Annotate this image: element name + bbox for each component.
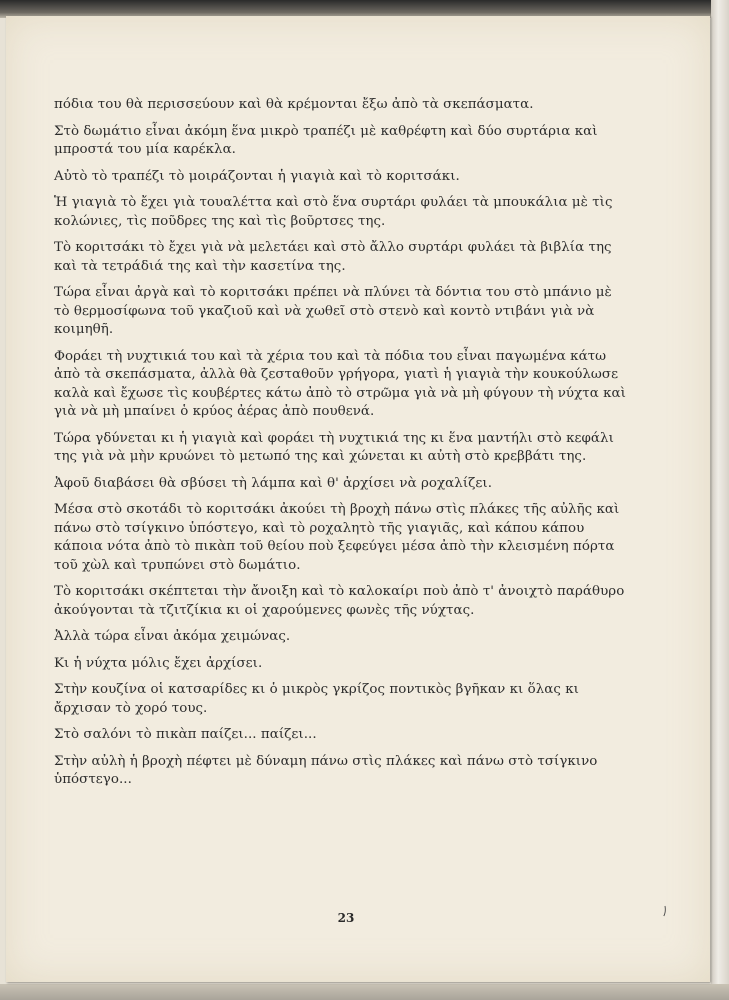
paragraph: Αὐτὸ τὸ τραπέζι τὸ μοιράζονται ἡ γιαγιὰ καὶ τὸ κοριτσάκι.: [54, 168, 460, 184]
paragraph: Τὸ κοριτσάκι τὸ ἔχει γιὰ νὰ μελετάει καὶ στὸ ἄλλο συρτάρι φυλάει τὰ βιβλία της καὶ τὰ τετράδιά της καὶ τὴν κασετίνα της.: [54, 240, 612, 274]
paragraph: πόδια του θὰ περισσεύουν καὶ θὰ κρέμονται ἔξω ἀπὸ τὰ σκεπάσματα.: [54, 97, 534, 112]
scan-bottom-edge: [0, 984, 729, 1000]
paragraph: Τὸ κοριτσάκι σκέπτεται τὴν ἄνοιξη καὶ τὸ καλοκαίρι ποὺ ἀπὸ τ' ἀνοιχτὸ παράθυρο ἀκούγονται τὰ τζιτζίκια κι οἱ χαρούμενες φωνὲς τῆς νύχτας.: [54, 584, 625, 618]
paragraph: Τώρα γδύνεται κι ἡ γιαγιὰ καὶ φοράει τὴ νυχτικιά της κι ἕνα μαντήλι στὸ κεφάλι της γιὰ νὰ μὴν κρυώνει τὸ μετωπό της καὶ χώνεται κι αὐτὴ στὸ κρεββάτι της.: [54, 430, 614, 464]
paragraph: Στὴν αὐλὴ ἡ βροχὴ πέφτει μὲ δύναμη πάνω στὶς πλάκες καὶ πάνω στὸ τσίγκινο ὑπόστεγο...: [54, 753, 598, 787]
page-number: 23: [337, 911, 355, 925]
paragraph: Ἀφοῦ διαβάσει θὰ σβύσει τὴ λάμπα καὶ θ' ἀρχίσει νὰ ροχαλίζει.: [54, 475, 493, 491]
paragraph: Φοράει τὴ νυχτικιά του καὶ τὰ χέρια του καὶ τὰ πόδια του εἶναι παγωμένα κάτω ἀπὸ τὰ σκεπάσματα, ἀλλὰ θὰ ζεσταθοῦν γρήγορα, γιατὶ ἡ γιαγιὰ τὴν κουκούλωσε καλὰ καὶ ἔχωσε τὶς κουβέρτες κάτω ἀπὸ τὸ στρῶμα γιὰ νὰ μὴ φύγουν τὴ νύχτα καὶ γιὰ νὰ μὴ μπαίνει ὁ κρύος ἀέρας ἀπὸ πουθενά.: [54, 348, 626, 419]
book-page: [6, 16, 710, 982]
paragraph: Στὴν κουζίνα οἱ κατσαρίδες κι ὁ μικρὸς γκρίζος ποντικὸς βγῆκαν κι ὅλας κι ἄρχισαν τὸ χορό τους.: [54, 682, 579, 716]
scan-right-edge: [711, 0, 729, 1000]
edge-mark-icon: [663, 905, 666, 917]
paragraph: Ἀλλὰ τώρα εἶναι ἀκόμα χειμώνας.: [54, 629, 291, 644]
paragraph: Κι ἡ νύχτα μόλις ἔχει ἀρχίσει.: [54, 655, 263, 671]
body-text: [54, 96, 630, 798]
paragraph: Ἡ γιαγιὰ τὸ ἔχει γιὰ τουαλέττα καὶ στὸ ἕνα συρτάρι φυλάει τὰ μπουκάλια μὲ τὶς κολώνιες, τὶς ποῦδρες της καὶ τὶς βοῦρτσες της.: [54, 195, 613, 229]
paragraph: Τώρα εἶναι ἀργὰ καὶ τὸ κοριτσάκι πρέπει νὰ πλύνει τὰ δόντια του στὸ μπάνιο μὲ τὸ θερμοσίφωνα τοῦ γκαζιοῦ καὶ νὰ χωθεῖ στὸ στενὸ καὶ κοντὸ ντιβάνι γιὰ νὰ κοιμηθῆ.: [54, 285, 612, 337]
paragraph: Στὸ σαλόνι τὸ πικὰπ παίζει... παίζει...: [54, 727, 317, 742]
paragraph: Στὸ δωμάτιο εἶναι ἀκόμη ἕνα μικρὸ τραπέζι μὲ καθρέφτη καὶ δύο συρτάρια καὶ μπροστά του μία καρέκλα.: [54, 123, 598, 157]
paragraph: Μέσα στὸ σκοτάδι τὸ κοριτσάκι ἀκούει τὴ βροχὴ πάνω στὶς πλάκες τῆς αὐλῆς καὶ πάνω στὸ τσίγκινο ὑπόστεγο, καὶ τὸ ροχαλητὸ τῆς γιαγιᾶς, καὶ κάπου κάπου κάποια νότα ἀπὸ τὸ πικὰπ τοῦ θείου ποὺ ξεφεύγει μέσα ἀπὸ τὴν κλεισμένη πόρτα τοῦ χὼλ καὶ τρυπώνει στὸ δωμάτιο.: [54, 502, 620, 573]
